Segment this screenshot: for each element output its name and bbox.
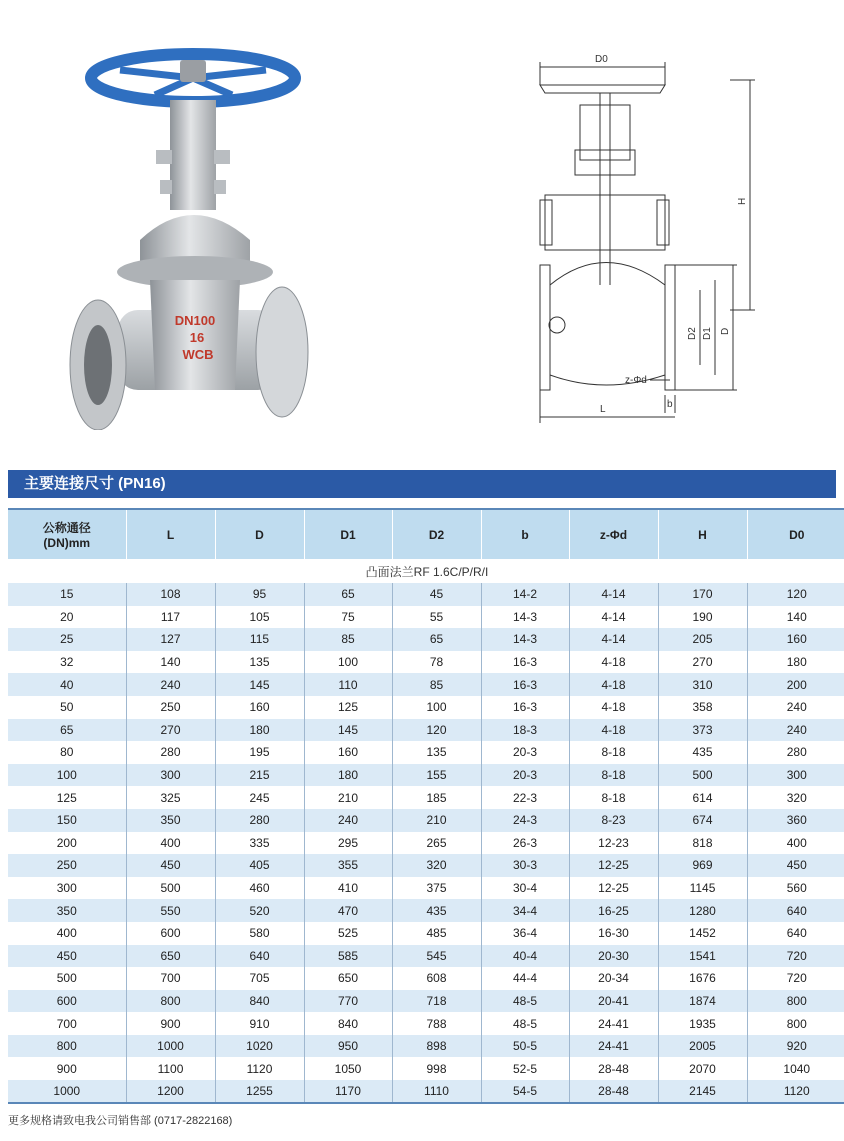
table-cell: 1676 <box>658 967 747 990</box>
table-cell: 145 <box>304 719 392 742</box>
table-cell: 300 <box>126 764 215 787</box>
table-cell: 34-4 <box>481 899 569 922</box>
table-row <box>8 990 844 1013</box>
table-cell: 8-18 <box>569 786 658 809</box>
table-cell: 640 <box>747 922 844 945</box>
table-cell: 110 <box>304 673 392 696</box>
table-cell: 700 <box>8 1012 126 1035</box>
table-cell: 12-23 <box>569 832 658 855</box>
table-cell: 55 <box>392 606 481 629</box>
table-cell: 1120 <box>215 1057 304 1080</box>
footer-note: 更多规格请致电我公司销售部 (0717-2822168) <box>8 1115 233 1127</box>
table-cell: 280 <box>747 741 844 764</box>
table-cell: 24-41 <box>569 1012 658 1035</box>
table-cell: 1935 <box>658 1012 747 1035</box>
table-cell: 435 <box>658 741 747 764</box>
table-cell: 910 <box>215 1012 304 1035</box>
table-cell: 545 <box>392 945 481 968</box>
table-cell: 50-5 <box>481 1035 569 1058</box>
table-cell: 998 <box>392 1057 481 1080</box>
table-cell: 50 <box>8 696 126 719</box>
table-cell: 320 <box>747 786 844 809</box>
table-row <box>8 651 844 674</box>
table-cell: 28-48 <box>569 1080 658 1103</box>
table-cell: 4-18 <box>569 651 658 674</box>
column-header: D2 <box>392 509 481 559</box>
table-cell: 180 <box>215 719 304 742</box>
table-cell: 54-5 <box>481 1080 569 1103</box>
table-cell: 40-4 <box>481 945 569 968</box>
table-cell: 295 <box>304 832 392 855</box>
table-cell: 16-3 <box>481 651 569 674</box>
table-cell: 770 <box>304 990 392 1013</box>
table-cell: 1100 <box>126 1057 215 1080</box>
table-cell: 2005 <box>658 1035 747 1058</box>
table-row <box>8 967 844 990</box>
label-z-phi-d: z-Φd <box>625 375 647 386</box>
table-cell: 20-34 <box>569 967 658 990</box>
table-cell: 360 <box>747 809 844 832</box>
table-cell: 840 <box>215 990 304 1013</box>
table-cell: 115 <box>215 628 304 651</box>
table-cell: 240 <box>747 719 844 742</box>
table-cell: 120 <box>392 719 481 742</box>
table-cell: 2145 <box>658 1080 747 1103</box>
table-cell: 14-3 <box>481 628 569 651</box>
column-header: D1 <box>304 509 392 559</box>
table-cell: 969 <box>658 854 747 877</box>
table-cell: 100 <box>392 696 481 719</box>
table-cell: 245 <box>215 786 304 809</box>
table-row <box>8 606 844 629</box>
table-row <box>8 583 844 606</box>
table-cell: 80 <box>8 741 126 764</box>
table-header-row <box>8 509 844 559</box>
column-header: H <box>658 509 747 559</box>
table-cell: 205 <box>658 628 747 651</box>
table-row <box>8 719 844 742</box>
table-cell: 300 <box>8 877 126 900</box>
table-cell: 485 <box>392 922 481 945</box>
table-cell: 140 <box>126 651 215 674</box>
table-cell: 325 <box>126 786 215 809</box>
table-cell: 40 <box>8 673 126 696</box>
table-cell: 16-3 <box>481 696 569 719</box>
table-cell: 818 <box>658 832 747 855</box>
label-d2: D2 <box>687 327 698 340</box>
table-cell: 1000 <box>126 1035 215 1058</box>
marking-line2: 16 <box>189 330 205 345</box>
table-cell: 210 <box>392 809 481 832</box>
table-cell: 125 <box>8 786 126 809</box>
table-cell: 280 <box>215 809 304 832</box>
table-cell: 720 <box>747 945 844 968</box>
table-cell: 117 <box>126 606 215 629</box>
table-subheader-row <box>8 559 844 583</box>
table-cell: 800 <box>8 1035 126 1058</box>
table-cell: 1145 <box>658 877 747 900</box>
table-cell: 44-4 <box>481 967 569 990</box>
table-cell: 1280 <box>658 899 747 922</box>
table-cell: 215 <box>215 764 304 787</box>
table-cell: 410 <box>304 877 392 900</box>
table-cell: 150 <box>8 809 126 832</box>
table-cell: 614 <box>658 786 747 809</box>
column-header: D0 <box>747 509 844 559</box>
table-cell: 14-3 <box>481 606 569 629</box>
table-cell: 45 <box>392 583 481 606</box>
table-cell: 350 <box>8 899 126 922</box>
table-cell: 16-30 <box>569 922 658 945</box>
column-header: D <box>215 509 304 559</box>
marking-line3: WCB <box>182 347 214 362</box>
table-cell: 4-14 <box>569 628 658 651</box>
table-cell: 95 <box>215 583 304 606</box>
column-header: 公称通径 (DN)mm <box>8 509 126 559</box>
table-row <box>8 1035 844 1058</box>
table-cell: 16-3 <box>481 673 569 696</box>
table-cell: 1050 <box>304 1057 392 1080</box>
table-cell: 525 <box>304 922 392 945</box>
table-cell: 28-48 <box>569 1057 658 1080</box>
table-cell: 1170 <box>304 1080 392 1103</box>
table-cell: 355 <box>304 854 392 877</box>
table-cell: 373 <box>658 719 747 742</box>
table-cell: 20-30 <box>569 945 658 968</box>
table-cell: 85 <box>392 673 481 696</box>
label-d0: D0 <box>595 54 608 65</box>
table-cell: 788 <box>392 1012 481 1035</box>
table-cell: 48-5 <box>481 1012 569 1035</box>
table-cell: 125 <box>304 696 392 719</box>
table-cell: 185 <box>392 786 481 809</box>
spec-table <box>8 508 844 1104</box>
table-cell: 950 <box>304 1035 392 1058</box>
table-cell: 800 <box>747 990 844 1013</box>
table-cell: 24-3 <box>481 809 569 832</box>
table-cell: 25 <box>8 628 126 651</box>
table-cell: 1000 <box>8 1080 126 1103</box>
table-cell: 30-4 <box>481 877 569 900</box>
table-cell: 435 <box>392 899 481 922</box>
table-cell: 8-18 <box>569 764 658 787</box>
table-cell: 4-14 <box>569 583 658 606</box>
table-cell: 65 <box>392 628 481 651</box>
table-cell: 4-18 <box>569 719 658 742</box>
table-cell: 24-41 <box>569 1035 658 1058</box>
table-cell: 500 <box>126 877 215 900</box>
table-row <box>8 832 844 855</box>
column-header: L <box>126 509 215 559</box>
table-cell: 920 <box>747 1035 844 1058</box>
table-cell: 200 <box>747 673 844 696</box>
label-h: H <box>737 197 748 205</box>
table-row <box>8 899 844 922</box>
table-cell: 240 <box>747 696 844 719</box>
table-cell: 650 <box>126 945 215 968</box>
table-cell: 640 <box>747 899 844 922</box>
table-cell: 450 <box>126 854 215 877</box>
table-cell: 30-3 <box>481 854 569 877</box>
table-cell: 135 <box>215 651 304 674</box>
table-cell: 1200 <box>126 1080 215 1103</box>
label-d: D <box>720 327 731 335</box>
table-row <box>8 741 844 764</box>
table-cell: 240 <box>126 673 215 696</box>
table-cell: 4-14 <box>569 606 658 629</box>
table-cell: 674 <box>658 809 747 832</box>
table-cell: 8-23 <box>569 809 658 832</box>
valve-photo <box>60 40 320 430</box>
table-cell: 160 <box>304 741 392 764</box>
table-cell: 700 <box>126 967 215 990</box>
table-cell: 460 <box>215 877 304 900</box>
table-cell: 100 <box>8 764 126 787</box>
table-cell: 335 <box>215 832 304 855</box>
table-cell: 75 <box>304 606 392 629</box>
table-cell: 105 <box>215 606 304 629</box>
table-cell: 240 <box>304 809 392 832</box>
table-cell: 20-41 <box>569 990 658 1013</box>
table-row <box>8 628 844 651</box>
table-cell: 20-3 <box>481 741 569 764</box>
table-cell: 265 <box>392 832 481 855</box>
table-cell: 450 <box>747 854 844 877</box>
table-cell: 12-25 <box>569 854 658 877</box>
table-cell: 720 <box>747 967 844 990</box>
table-row <box>8 809 844 832</box>
table-cell: 8-18 <box>569 741 658 764</box>
table-cell: 15 <box>8 583 126 606</box>
table-cell: 155 <box>392 764 481 787</box>
table-cell: 210 <box>304 786 392 809</box>
table-cell: 640 <box>215 945 304 968</box>
table-cell: 550 <box>126 899 215 922</box>
table-cell: 180 <box>304 764 392 787</box>
table-cell: 12-25 <box>569 877 658 900</box>
label-l: L <box>600 404 606 415</box>
table-cell: 608 <box>392 967 481 990</box>
table-cell: 78 <box>392 651 481 674</box>
table-cell: 65 <box>304 583 392 606</box>
section-title: 主要连接尺寸 (PN16) <box>8 470 836 498</box>
table-cell: 145 <box>215 673 304 696</box>
table-cell: 1020 <box>215 1035 304 1058</box>
table-cell: 250 <box>8 854 126 877</box>
dimension-drawing <box>515 45 795 425</box>
table-cell: 270 <box>658 651 747 674</box>
table-cell: 4-18 <box>569 696 658 719</box>
table-row <box>8 673 844 696</box>
table-cell: 1255 <box>215 1080 304 1103</box>
table-cell: 450 <box>8 945 126 968</box>
table-cell: 127 <box>126 628 215 651</box>
table-row <box>8 854 844 877</box>
table-cell: 358 <box>658 696 747 719</box>
table-row <box>8 877 844 900</box>
table-row <box>8 696 844 719</box>
table-row <box>8 1080 844 1103</box>
table-cell: 1120 <box>747 1080 844 1103</box>
flange-type-label: 凸面法兰RF 1.6C/P/R/I <box>8 559 844 583</box>
table-cell: 560 <box>747 877 844 900</box>
table-cell: 4-18 <box>569 673 658 696</box>
table-cell: 600 <box>8 990 126 1013</box>
table-cell: 14-2 <box>481 583 569 606</box>
table-cell: 180 <box>747 651 844 674</box>
table-cell: 840 <box>304 1012 392 1035</box>
table-row <box>8 1057 844 1080</box>
table-cell: 705 <box>215 967 304 990</box>
table-row <box>8 1012 844 1035</box>
table-cell: 100 <box>304 651 392 674</box>
table-cell: 32 <box>8 651 126 674</box>
marking-line1: DN100 <box>174 313 216 328</box>
label-b: b <box>667 399 673 410</box>
table-cell: 650 <box>304 967 392 990</box>
table-cell: 405 <box>215 854 304 877</box>
table-cell: 2070 <box>658 1057 747 1080</box>
table-cell: 400 <box>8 922 126 945</box>
table-cell: 16-25 <box>569 899 658 922</box>
table-row <box>8 922 844 945</box>
table-cell: 20 <box>8 606 126 629</box>
column-header: b <box>481 509 569 559</box>
table-row <box>8 786 844 809</box>
table-cell: 1452 <box>658 922 747 945</box>
table-cell: 170 <box>658 583 747 606</box>
table-cell: 580 <box>215 922 304 945</box>
table-cell: 898 <box>392 1035 481 1058</box>
table-cell: 800 <box>747 1012 844 1035</box>
table-cell: 400 <box>126 832 215 855</box>
table-cell: 36-4 <box>481 922 569 945</box>
table-cell: 160 <box>747 628 844 651</box>
table-cell: 280 <box>126 741 215 764</box>
table-row <box>8 945 844 968</box>
table-cell: 250 <box>126 696 215 719</box>
table-cell: 48-5 <box>481 990 569 1013</box>
table-cell: 22-3 <box>481 786 569 809</box>
table-cell: 65 <box>8 719 126 742</box>
table-cell: 120 <box>747 583 844 606</box>
table-cell: 160 <box>215 696 304 719</box>
table-cell: 140 <box>747 606 844 629</box>
table-row <box>8 764 844 787</box>
table-cell: 108 <box>126 583 215 606</box>
table-cell: 350 <box>126 809 215 832</box>
table-cell: 1874 <box>658 990 747 1013</box>
table-cell: 1110 <box>392 1080 481 1103</box>
table-cell: 585 <box>304 945 392 968</box>
table-cell: 800 <box>126 990 215 1013</box>
table-cell: 375 <box>392 877 481 900</box>
table-cell: 718 <box>392 990 481 1013</box>
table-cell: 400 <box>747 832 844 855</box>
table-cell: 500 <box>8 967 126 990</box>
table-cell: 20-3 <box>481 764 569 787</box>
table-cell: 900 <box>8 1057 126 1080</box>
table-cell: 135 <box>392 741 481 764</box>
table-cell: 1541 <box>658 945 747 968</box>
column-header: z-Φd <box>569 509 658 559</box>
table-cell: 900 <box>126 1012 215 1035</box>
table-cell: 200 <box>8 832 126 855</box>
table-cell: 190 <box>658 606 747 629</box>
table-cell: 300 <box>747 764 844 787</box>
table-cell: 470 <box>304 899 392 922</box>
table-cell: 270 <box>126 719 215 742</box>
table-cell: 520 <box>215 899 304 922</box>
table-cell: 1040 <box>747 1057 844 1080</box>
table-cell: 52-5 <box>481 1057 569 1080</box>
table-cell: 600 <box>126 922 215 945</box>
label-d1: D1 <box>702 327 713 340</box>
table-cell: 195 <box>215 741 304 764</box>
table-cell: 500 <box>658 764 747 787</box>
table-cell: 85 <box>304 628 392 651</box>
table-cell: 320 <box>392 854 481 877</box>
table-cell: 310 <box>658 673 747 696</box>
table-cell: 18-3 <box>481 719 569 742</box>
table-cell: 26-3 <box>481 832 569 855</box>
